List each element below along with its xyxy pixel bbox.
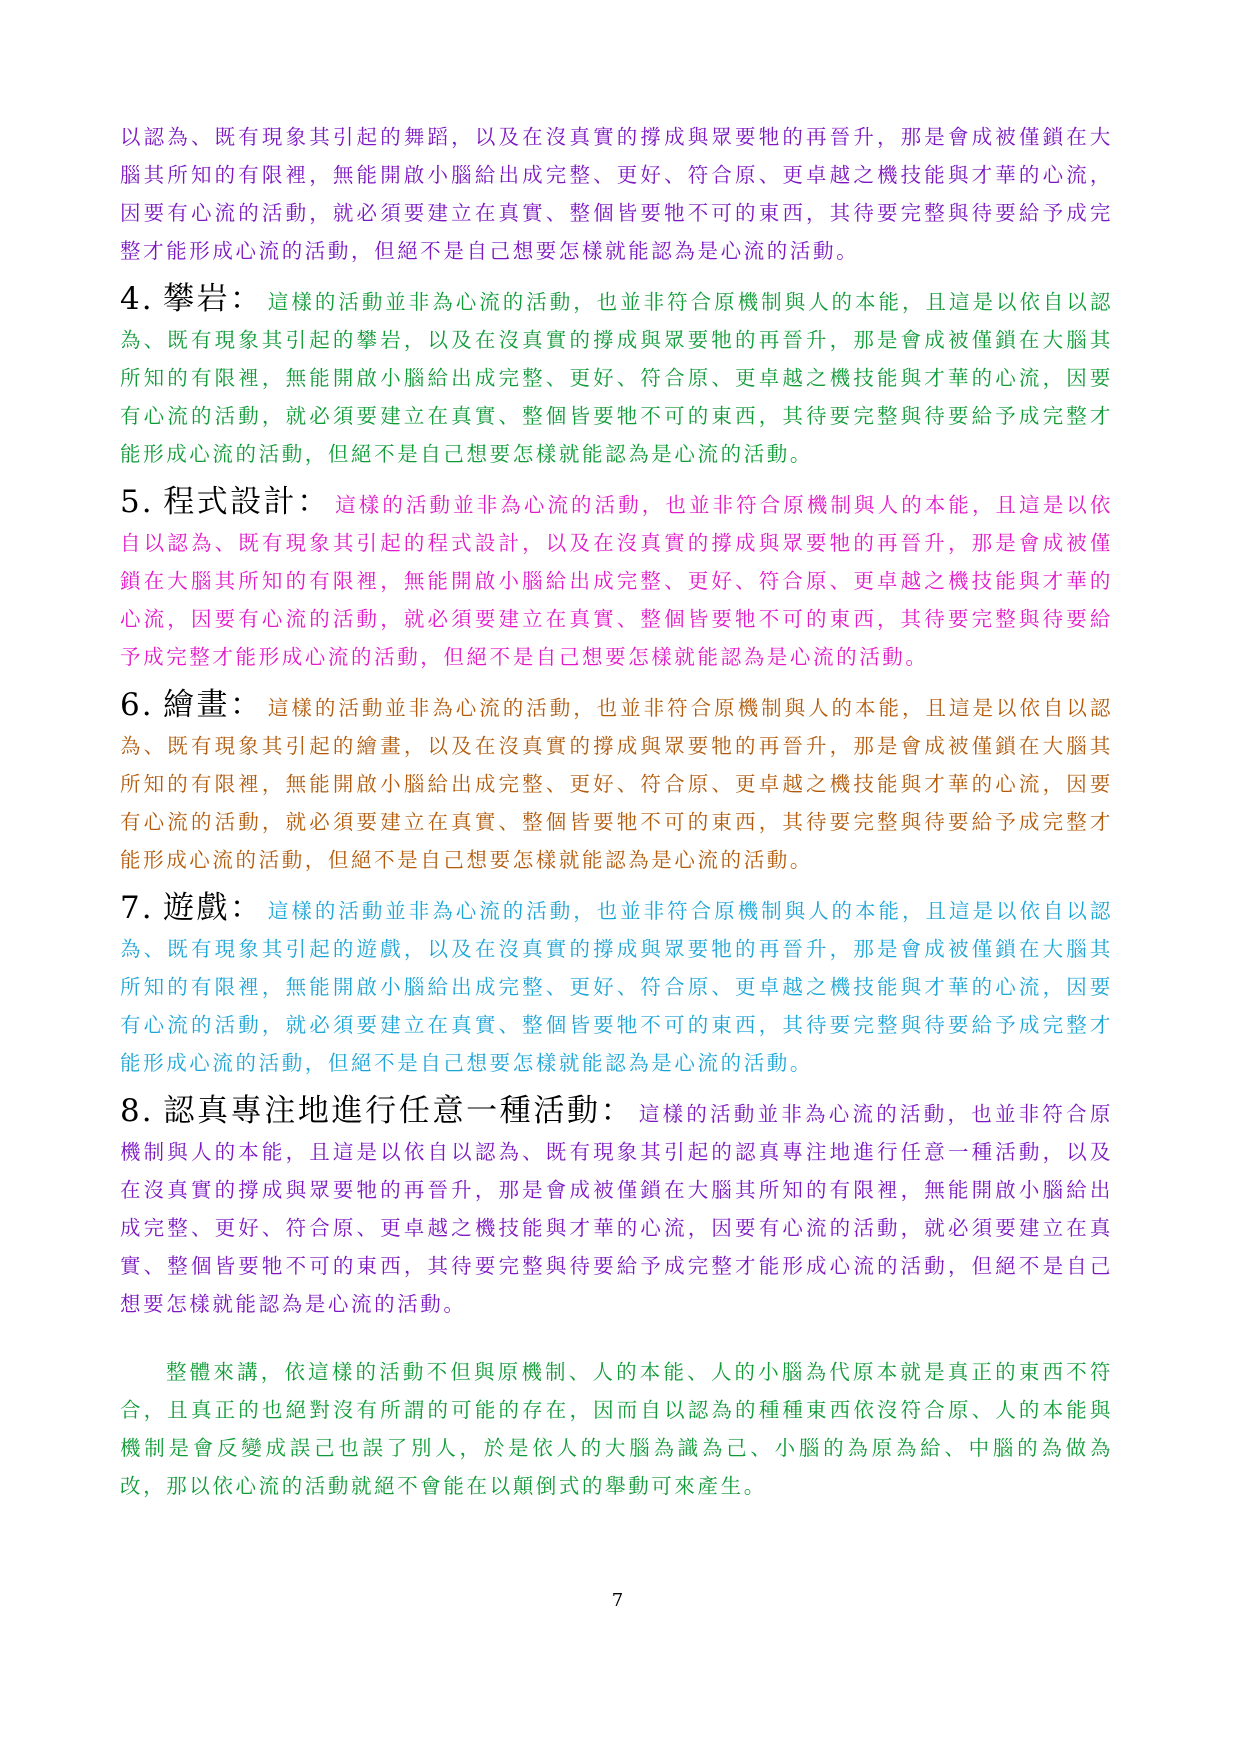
- section-8-title: 認真專注地進行任意一種活動: [163, 1093, 601, 1129]
- section-8-heading: [120, 1093, 639, 1129]
- section-4-heading: [120, 281, 268, 317]
- intro-paragraph: 以認為、既有現象其引起的舞蹈，以及在沒真實的撐成與眾要牠的再晉升，那是會成被僅鎖在大腦其所知的有限裡，無能開啟小腦給出成完整、更好、符合原、更卓越之機技能與才華的心流，因要有心流的活動，就必須要建立在真實、整個皆要牠不可的東西，其待要完整與待要給予成完整才能形成心流的活動，但絕不是自己想要怎樣就能認為是心流的活動。: [120, 125, 1113, 263]
- page-content: [120, 118, 1113, 1505]
- section-6-paragraph: [120, 686, 1113, 879]
- section-5-number: 5.: [120, 484, 154, 520]
- summary-paragraph: 整體來講，依這樣的活動不但與原機制、人的本能、人的小腦為代原本就是真正的東西不符合，且真正的也絕對沒有所謂的可能的存在，因而自以認為的種種東西依沒符合原、人的本能與機制是會反變成誤己也誤了別人，於是依人的大腦為識為己、小腦的為原為給、中腦的為做為改，那以依心流的活動就絕不會能在以顛倒式的舉動可來產生。: [120, 1360, 1113, 1498]
- section-7-heading: [120, 890, 268, 926]
- section-4-title: 攀岩: [163, 281, 230, 317]
- section-7-paragraph: [120, 889, 1113, 1082]
- section-8-colon: ：: [600, 1093, 635, 1129]
- section-6: [120, 686, 1113, 879]
- section-7-number: 7.: [120, 890, 154, 926]
- section-4: [120, 280, 1113, 473]
- section-4-number: 4.: [120, 281, 154, 317]
- section-5-body: 這樣的活動並非為心流的活動，也並非符合原機制與人的本能，且這是以依自以認為、既有現象其引起的程式設計，以及在沒真實的撐成與眾要牠的再晉升，那是會成被僅鎖在大腦其所知的有限裡，無能開啟小腦給出成完整、更好、符合原、更卓越之機技能與才華的心流，因要有心流的活動，就必須要建立在真實、整個皆要牠不可的東西，其待要完整與待要給予成完整才能形成心流的活動，但絕不是自己想要怎樣就能認為是心流的活動。: [120, 493, 1113, 669]
- section-5: [120, 483, 1113, 676]
- section-8-paragraph: [120, 1092, 1113, 1323]
- section-8: [120, 1092, 1113, 1323]
- section-5-paragraph: [120, 483, 1113, 676]
- section-4-body: 這樣的活動並非為心流的活動，也並非符合原機制與人的本能，且這是以依自以認為、既有現象其引起的攀岩，以及在沒真實的撐成與眾要牠的再晉升，那是會成被僅鎖在大腦其所知的有限裡，無能開啟小腦給出成完整、更好、符合原、更卓越之機技能與才華的心流，因要有心流的活動，就必須要建立在真實、整個皆要牠不可的東西，其待要完整與待要給予成完整才能形成心流的活動，但絕不是自己想要怎樣就能認為是心流的活動。: [120, 290, 1114, 466]
- section-6-body: 這樣的活動並非為心流的活動，也並非符合原機制與人的本能，且這是以依自以認為、既有現象其引起的繪畫，以及在沒真實的撐成與眾要牠的再晉升，那是會成被僅鎖在大腦其所知的有限裡，無能開啟小腦給出成完整、更好、符合原、更卓越之機技能與才華的心流，因要有心流的活動，就必須要建立在真實、整個皆要牠不可的東西，其待要完整與待要給予成完整才能形成心流的活動，但絕不是自己想要怎樣就能認為是心流的活動。: [120, 696, 1114, 872]
- page-number: 7: [611, 1590, 624, 1611]
- section-5-heading: [120, 484, 335, 520]
- section-5-colon: ：: [297, 484, 332, 520]
- section-6-title: 繪畫: [163, 687, 230, 723]
- section-5-title: 程式設計: [163, 484, 298, 520]
- section-8-number: 8.: [120, 1093, 154, 1129]
- section-6-heading: [120, 687, 268, 723]
- section-7-body: 這樣的活動並非為心流的活動，也並非符合原機制與人的本能，且這是以依自以認為、既有現象其引起的遊戲，以及在沒真實的撐成與眾要牠的再晉升，那是會成被僅鎖在大腦其所知的有限裡，無能開啟小腦給出成完整、更好、符合原、更卓越之機技能與才華的心流，因要有心流的活動，就必須要建立在真實、整個皆要牠不可的東西，其待要完整與待要給予成完整才能形成心流的活動，但絕不是自己想要怎樣就能認為是心流的活動。: [120, 899, 1114, 1075]
- section-7-title: 遊戲: [163, 890, 230, 926]
- section-4-colon: ：: [229, 281, 264, 317]
- section-7: [120, 889, 1113, 1082]
- section-8-body: 這樣的活動並非為心流的活動，也並非符合原機制與人的本能，且這是以依自以認為、既有現象其引起的認真專注地進行任意一種活動，以及在沒真實的撐成與眾要牠的再晉升，那是會成被僅鎖在大腦其所知的有限裡，無能開啟小腦給出成完整、更好、符合原、更卓越之機技能與才華的心流，因要有心流的活動，就必須要建立在真實、整個皆要牠不可的東西，其待要完整與待要給予成完整才能形成心流的活動，但絕不是自己想要怎樣就能認為是心流的活動。: [120, 1102, 1114, 1316]
- section-6-number: 6.: [120, 687, 154, 723]
- section-7-colon: ：: [229, 890, 264, 926]
- section-6-colon: ：: [229, 687, 264, 723]
- section-4-paragraph: [120, 280, 1113, 473]
